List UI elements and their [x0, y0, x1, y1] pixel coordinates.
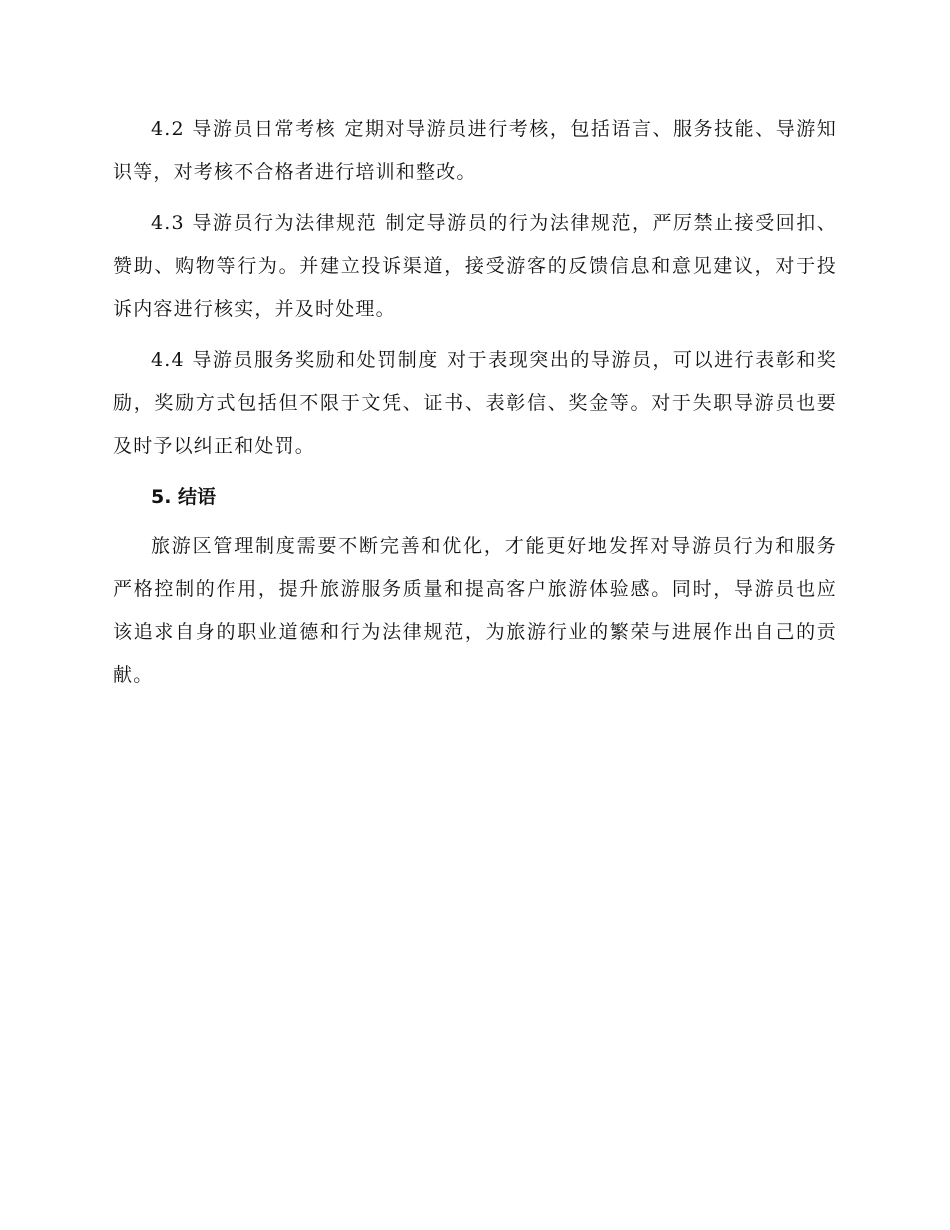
conclusion-body: 旅游区管理制度需要不断完善和优化，才能更好地发挥对导游员行为和服务严格控制的作用，提升旅游服务质量和提高客户旅游体验感。同时，导游员也应该追求自身的职业道德和行为法律规范，为旅游行业的繁荣与进展作出自己的贡献。: [113, 535, 837, 686]
section-4-4-body: 对于表现突出的导游员，可以进行表彰和奖励，奖励方式包括但不限于文凭、证书、表彰信、奖金等。对于失职导游员也要及时予以纠正和处罚。: [113, 349, 837, 457]
section-4-3-body: 制定导游员的行为法律规范，严厉禁止接受回扣、赞助、购物等行为。并建立投诉渠道，接受游客的反馈信息和意见建议，对于投诉内容进行核实，并及时处理。: [113, 212, 837, 320]
conclusion-heading: 5. 结语: [151, 486, 217, 508]
document-page: [113, 108, 837, 705]
section-4-3: [113, 202, 837, 331]
section-4-2-body: 定期对导游员进行考核，包括语言、服务技能、导游知识等，对考核不合格者进行培训和整改。: [113, 118, 837, 183]
section-4-4-title: 4.4 导游员服务奖励和处罚制度: [151, 349, 439, 371]
section-4-2: [113, 108, 837, 194]
section-4-3-title: 4.3 导游员行为法律规范: [151, 212, 378, 234]
section-4-4: [113, 339, 837, 468]
section-4-2-title: 4.2 导游员日常考核: [151, 118, 337, 140]
